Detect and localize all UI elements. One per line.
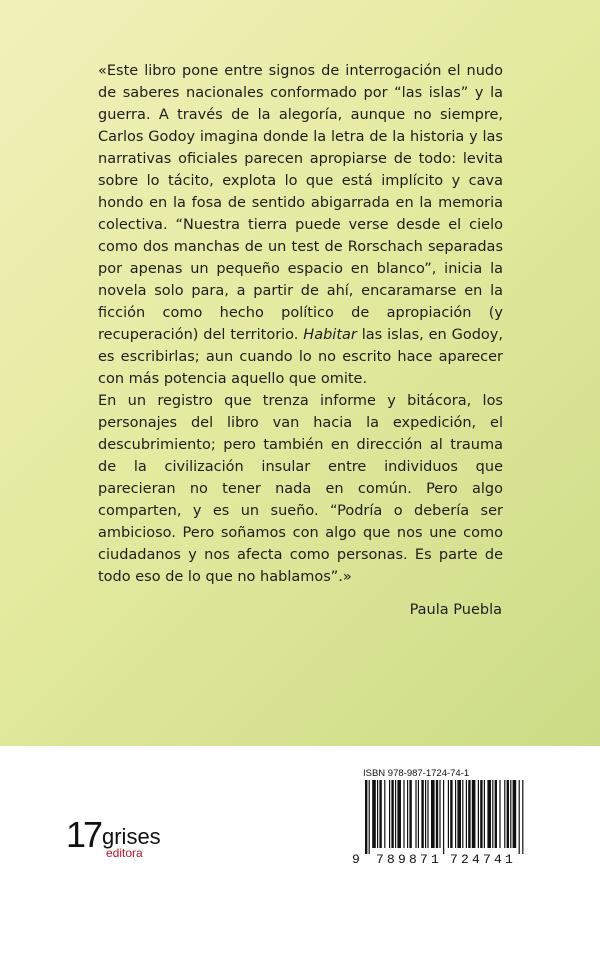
logo-name: grises bbox=[102, 824, 161, 849]
emphasis-habitar: Habitar bbox=[303, 327, 357, 343]
barcode-bar bbox=[431, 780, 435, 848]
barcode-bar bbox=[391, 780, 393, 848]
isbn-label: ISBN 978-987-1724-74-1 bbox=[363, 768, 470, 779]
barcode-bar bbox=[495, 780, 497, 848]
barcode-bar bbox=[389, 780, 390, 848]
barcode-bar bbox=[436, 780, 438, 848]
barcode-bar bbox=[448, 780, 449, 848]
barcode-bar bbox=[418, 780, 419, 848]
barcode-bar bbox=[427, 780, 428, 848]
barcode-bar bbox=[484, 780, 485, 848]
blurb-paragraph-1: «Este libro pone entre signos de interrogación el nudo de saberes nacionales conformado por “las islas” y la guerra. A través de la alegoría, aunque no siempre, Carlos Godoy imagina donde la letra de la historia y las narrativas oficiales parecen apropiarse de todo: levita sobre lo tácito, explota lo que está implícito y cava hondo en la fosa de sentido abigarrada en la memoria colectiva. “Nuestra tierra puede verse desde el cielo como dos manchas de un test de Rorschach separadas por apenas un pequeño espacio en blanco”, inicia la novela solo para, a partir de ahí, encaramarse en la ficción como hecho político de apropiación (y recuperación) del territorio. Habitar las islas, en Godoy, es escribirlas; aun cuando lo no escrito hace aparecer con más potencia aquello que omite. bbox=[98, 63, 503, 387]
isbn-barcode bbox=[350, 768, 530, 868]
barcode-bar bbox=[369, 780, 370, 854]
barcode-bar bbox=[403, 780, 404, 848]
barcode-bar bbox=[455, 780, 456, 848]
barcode-digit-first: 9 bbox=[352, 852, 360, 867]
barcode-bar bbox=[379, 780, 381, 848]
barcode-bar bbox=[365, 780, 367, 854]
publisher-logo bbox=[66, 814, 176, 864]
barcode-bar bbox=[487, 780, 491, 848]
barcode-bar bbox=[450, 780, 452, 848]
blurb-author: Paula Puebla bbox=[409, 602, 502, 618]
barcode-bars bbox=[363, 780, 528, 854]
barcode-bar bbox=[507, 780, 509, 848]
barcode-bar bbox=[415, 780, 416, 848]
barcode-bar bbox=[472, 780, 476, 848]
barcode-bar bbox=[407, 780, 408, 848]
barcode-bar bbox=[492, 780, 493, 848]
barcode-bar bbox=[466, 780, 467, 848]
barcode-bar bbox=[480, 780, 482, 848]
blurb-text bbox=[98, 60, 503, 588]
barcode-digits-right: 724741 bbox=[450, 852, 517, 867]
barcode-bar bbox=[409, 780, 411, 848]
barcode-bar bbox=[397, 780, 401, 848]
logo-subtitle: editora bbox=[106, 846, 143, 860]
barcode-bar bbox=[384, 780, 385, 848]
barcode-bar bbox=[504, 780, 505, 848]
logo-number: 17 bbox=[66, 814, 101, 855]
barcode-bar bbox=[513, 780, 517, 848]
barcode-bar bbox=[522, 780, 523, 854]
barcode-bar bbox=[443, 780, 444, 854]
barcode-bar bbox=[519, 780, 520, 854]
barcode-bar bbox=[395, 780, 396, 848]
barcode-bar bbox=[425, 780, 426, 848]
barcode-bar bbox=[499, 780, 500, 848]
barcode-bar bbox=[421, 780, 423, 848]
barcode-digits-left: 789871 bbox=[376, 852, 443, 867]
barcode-bar bbox=[377, 780, 378, 848]
barcode-bar bbox=[439, 780, 440, 848]
barcode-bar bbox=[372, 780, 376, 848]
barcode-bar bbox=[478, 780, 479, 848]
blurb-paragraph-2: En un registro que trenza informe y bitácora, los personajes del libro van hacia la expedición, el descubrimiento; pero también en dirección al trauma de la civilización insular entre individuos que parecieran no tener nada en común. Pero algo comparten, y es un sueño. “Podría o debería ser ambicioso. Pero soñamos con algo que nos une como ciudadanos y nos afecta como personas. Es parte de todo eso de lo que no hablamos”.» bbox=[98, 393, 503, 585]
barcode-bar bbox=[462, 780, 463, 848]
barcode-bar bbox=[457, 780, 461, 848]
barcode-bar bbox=[510, 780, 511, 848]
barcode-bar bbox=[468, 780, 470, 848]
